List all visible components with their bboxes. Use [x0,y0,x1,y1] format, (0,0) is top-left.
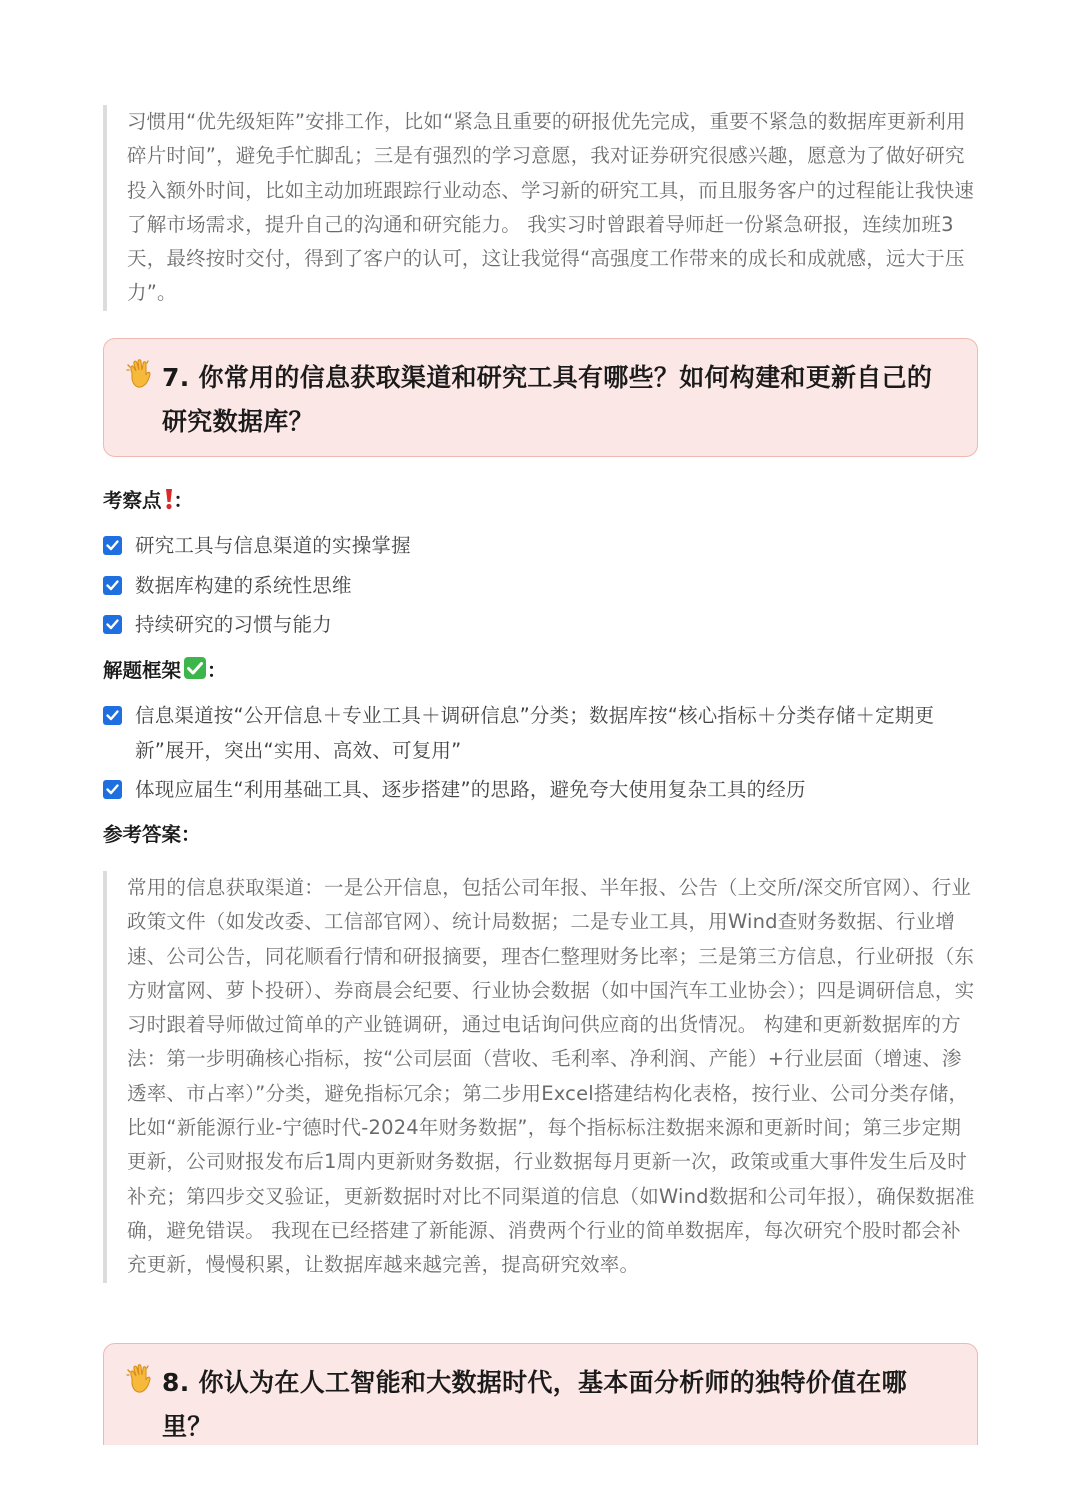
check-mark-icon [183,656,207,689]
exclamation-icon [164,488,174,519]
reference-heading [103,820,201,850]
reference-label: 参考答案 [103,823,182,846]
list-item [103,529,978,564]
reference-answer-text: 常用的信息获取渠道：一是公开信息，包括公司年报、半年报、公告（上交所/深交所官网）、行业政策文件（如发改委、工信部官网）、统计局数据；二是专业工具，用Wind查财务数据、行业增速、公司公告，同花顺看行情和研报摘要，理杏仁整理财务比率；三是第三方信息，行业研报（东方财富网、萝卜投研）、券商晨会纪要、行业协会数据（如中国汽车工业协会）；四是调研信息，实习时跟着导师做过简单的产业链调研，通过电话询问供应商的出货情况。 构建和更新数据库的方法：第一步明确核心指标，按“公司层面（营收、毛利率、净利润、产能）+行业层面（增速、渗透率、市占率）”分类，避免指标冗余；第二步用Excel搭建结构化表格，按行业、公司分类存储，比如“新能源行业-宁德时代-2024年财务数据”，每个指标标注数据来源和更新时间；第三步定期更新，公司财报发布后1周内更新财务数据，行业数据每月更新一次，政策或重大事件发生后及时补充；第四步交叉验证，更新数据时对比不同渠道的信息（如Wind数据和公司年报），确保数据准确，避免错误。 我现在已经搭建了新能源、消费两个行业的简单数据库，每次研究个股时都会补充更新，慢慢积累，让数据库越来越完善，提高研究效率。 [127,876,975,1277]
checkbox-checked-icon [103,706,122,725]
checkbox-checked-icon [103,615,122,634]
list-item [103,699,978,768]
exam-points-heading [103,486,193,519]
checkbox-checked-icon [103,780,122,799]
question-7-box [103,338,978,457]
framework-colon: ： [207,659,227,682]
list-item [103,608,978,643]
framework-label: 解题框架 [103,659,182,682]
list-item-text: 体现应届生“利用基础工具、逐步搭建”的思路，避免夸大使用复杂工具的经历 [135,778,806,801]
question-8-text: 8. 你认为在人工智能和大数据时代，基本面分析师的独特价值在哪里？ [162,1368,907,1441]
answer-quote-block [103,105,978,311]
framework-heading [103,656,227,689]
list-item-text: 数据库构建的系统性思维 [135,573,352,597]
exam-points-list [103,529,978,648]
waving-hand-icon [126,1364,152,1394]
list-item-text: 信息渠道按“公开信息＋专业工具＋调研信息”分类；数据库按“核心指标＋分类存储＋定期更新”展开，突出“实用、高效、可复用” [135,704,935,762]
list-item-text: 持续研究的习惯与能力 [135,613,333,636]
reference-colon: ： [181,823,201,846]
list-item [103,773,978,808]
reference-answer-quote [103,871,978,1283]
page-bottom-edge [0,1445,1080,1511]
exam-points-label: 考察点 [103,489,162,512]
document-page [103,0,978,1511]
list-item [103,569,978,604]
question-7-text: 7. 你常用的信息获取渠道和研究工具有哪些？如何构建和更新自己的研究数据库？ [162,363,933,436]
exam-points-colon: ： [173,489,194,512]
framework-list [103,699,978,813]
answer-text: 习惯用“优先级矩阵”安排工作，比如“紧急且重要的研报优先完成，重要不紧急的数据库更新利用碎片时间”，避免手忙脚乱；三是有强烈的学习意愿，我对证券研究很感兴趣，愿意为了做好研究投入额外时间，比如主动加班跟踪行业动态、学习新的研究工具，而且服务客户的过程能让我快速了解市场需求，提升自己的沟通和研究能力。 我实习时曾跟着导师赶一份紧急研报，连续加班3天，最终按时交付，得到了客户的认可，这让我觉得“高强度工作带来的成长和成就感，远大于压力”。 [127,110,975,305]
waving-hand-icon [126,359,152,389]
checkbox-checked-icon [103,536,122,555]
list-item-text: 研究工具与信息渠道的实操掌握 [135,534,411,557]
checkbox-checked-icon [103,576,122,595]
